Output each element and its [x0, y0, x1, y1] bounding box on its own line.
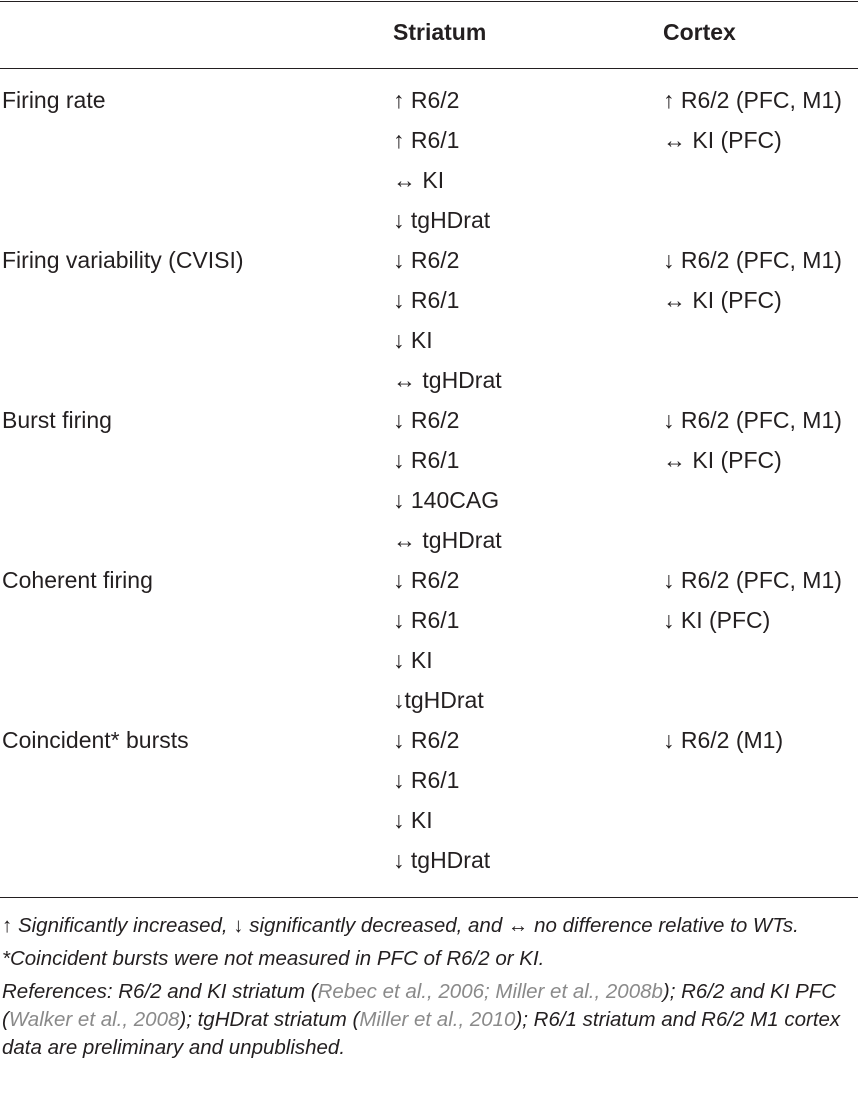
table-row [0, 360, 858, 400]
table-row [0, 440, 858, 480]
row-label [0, 520, 393, 560]
reference-text: ); R6/1 striatum and R6/2 M1 cortex data are preliminary and unpublished. [2, 1008, 841, 1059]
striatum-cell: ↓ R6/1 [393, 767, 460, 793]
column-header-cortex: Cortex [663, 19, 736, 45]
reference-text: ); tgHDrat striatum ( [179, 1008, 360, 1031]
footnote-references [2, 978, 854, 1062]
table-top-rule [0, 1, 858, 2]
cortex-cell [663, 320, 858, 360]
striatum-cell: ↓ R6/2 [393, 727, 460, 753]
table-row-group [0, 400, 858, 560]
cortex-cell: ↔ KI (PFC) [663, 287, 782, 313]
footnote-coincident: *Coincident bursts were not measured in PFC of R6/2 or KI. [2, 947, 545, 970]
table-body [0, 80, 858, 880]
row-label: Coherent firing [2, 567, 153, 593]
cortex-cell: ↓ R6/2 (PFC, M1) [663, 247, 842, 273]
striatum-cell: ↔ KI [393, 167, 445, 193]
table-row [0, 760, 858, 800]
row-label: Burst firing [2, 407, 112, 433]
striatum-cell: ↓ R6/1 [393, 447, 460, 473]
table-bottom-rule [0, 897, 858, 898]
row-label [0, 600, 393, 640]
cortex-cell: ↓ R6/2 (PFC, M1) [663, 407, 842, 433]
cortex-cell [663, 760, 858, 800]
table-row-group [0, 240, 858, 400]
cortex-cell [663, 520, 858, 560]
cortex-cell: ↑ R6/2 (PFC, M1) [663, 87, 842, 113]
citation-link[interactable]: Miller et al., 2010 [359, 1008, 516, 1031]
row-label [0, 680, 393, 720]
cortex-cell [663, 480, 858, 520]
table-row [0, 240, 858, 280]
striatum-cell: ↓tgHDrat [393, 687, 484, 713]
table-row [0, 200, 858, 240]
cortex-cell [663, 680, 858, 720]
striatum-cell: ↔ tgHDrat [393, 527, 502, 553]
table-row [0, 640, 858, 680]
table-row [0, 120, 858, 160]
cortex-cell [663, 840, 858, 880]
table-row [0, 520, 858, 560]
row-label: Firing rate [2, 87, 106, 113]
row-label [0, 480, 393, 520]
table-row-group [0, 560, 858, 720]
cortex-cell [663, 360, 858, 400]
cortex-cell [663, 160, 858, 200]
table-row-group [0, 720, 858, 880]
striatum-cell: ↓ tgHDrat [393, 207, 491, 233]
striatum-cell: ↓ R6/2 [393, 407, 460, 433]
row-label [0, 840, 393, 880]
reference-text: References: R6/2 and KI striatum ( [2, 980, 318, 1003]
row-label [0, 360, 393, 400]
footnote-legend: ↑ Significantly increased, ↓ significantly decreased, and ↔ no difference relative to WTs. [2, 914, 799, 937]
table-row [0, 160, 858, 200]
striatum-cell: ↓ 140CAG [393, 487, 500, 513]
table-row [0, 560, 858, 600]
row-label: Coincident* bursts [2, 727, 189, 753]
table-footnotes [2, 912, 854, 1067]
citation-link[interactable]: Walker et al., 2008 [8, 1008, 180, 1031]
cortex-cell: ↔ KI (PFC) [663, 447, 782, 473]
striatum-cell: ↑ R6/2 [393, 87, 460, 113]
row-label [0, 320, 393, 360]
striatum-cell: ↓ tgHDrat [393, 847, 491, 873]
row-label [0, 200, 393, 240]
table-row [0, 680, 858, 720]
table-row [0, 400, 858, 440]
table-row [0, 280, 858, 320]
table-row [0, 800, 858, 840]
striatum-cell: ↓ R6/1 [393, 287, 460, 313]
column-header-striatum: Striatum [393, 19, 487, 45]
row-label [0, 440, 393, 480]
striatum-cell: ↓ R6/2 [393, 567, 460, 593]
row-label [0, 640, 393, 680]
table-row [0, 720, 858, 760]
table-row [0, 600, 858, 640]
table-row [0, 840, 858, 880]
table-row [0, 320, 858, 360]
cortex-cell [663, 640, 858, 680]
cortex-cell: ↔ KI (PFC) [663, 127, 782, 153]
table-row [0, 80, 858, 120]
cortex-cell: ↓ R6/2 (M1) [663, 727, 784, 753]
table-row [0, 480, 858, 520]
cortex-cell: ↓ R6/2 (PFC, M1) [663, 567, 842, 593]
row-label [0, 280, 393, 320]
header-rule [0, 68, 858, 69]
reference-text: ); R6/2 and KI PFC ( [2, 980, 837, 1031]
striatum-cell: ↓ KI [393, 647, 433, 673]
citation-link[interactable]: Rebec et al., 2006; Miller et al., 2008b [317, 980, 663, 1003]
striatum-cell: ↓ R6/1 [393, 607, 460, 633]
striatum-cell: ↓ R6/2 [393, 247, 460, 273]
row-label: Firing variability (CVISI) [2, 247, 244, 273]
row-label [0, 120, 393, 160]
row-label [0, 160, 393, 200]
striatum-cell: ↑ R6/1 [393, 127, 460, 153]
cortex-cell [663, 800, 858, 840]
row-label [0, 800, 393, 840]
row-label [0, 760, 393, 800]
striatum-cell: ↓ KI [393, 807, 433, 833]
cortex-cell: ↓ KI (PFC) [663, 607, 771, 633]
cortex-cell [663, 200, 858, 240]
striatum-cell: ↔ tgHDrat [393, 367, 502, 393]
striatum-cell: ↓ KI [393, 327, 433, 353]
table-row-group [0, 80, 858, 240]
